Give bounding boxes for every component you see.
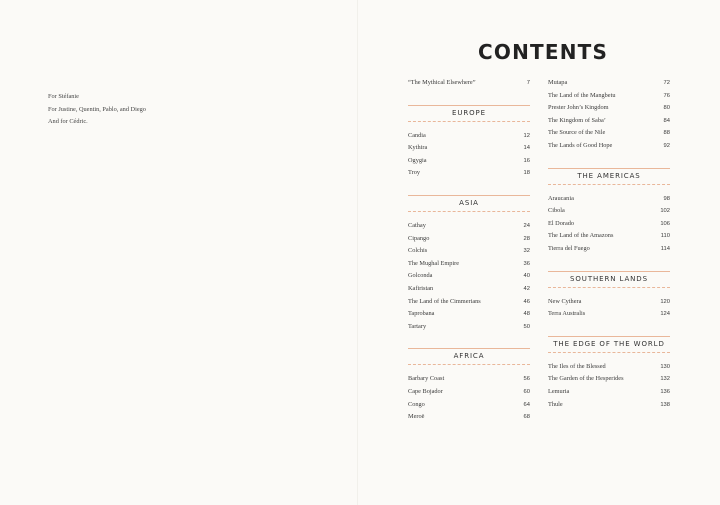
section-heading-americas: [548, 163, 670, 187]
section-heading-label: SOUTHERN LANDS: [570, 274, 648, 283]
toc-entry-page: 12: [523, 132, 530, 139]
toc-entry-label: The Garden of the Hesperides: [548, 375, 624, 383]
toc-entry-label: Tartary: [408, 322, 427, 330]
toc-entry-label: The Mughal Empire: [408, 259, 460, 267]
toc-entry-label: Mutapa: [548, 79, 568, 86]
toc-entry[interactable]: [548, 373, 670, 386]
toc-entry-page: 102: [660, 208, 670, 215]
toc-entry-page: 14: [523, 145, 530, 152]
contents-title: CONTENTS: [478, 40, 609, 64]
dedication: [48, 91, 146, 129]
toc-entry-label: Meroë: [408, 413, 425, 421]
dedication-line: For Justine, Quentin, Pablo, and Diego: [48, 105, 146, 113]
toc-entry[interactable]: [408, 167, 530, 180]
section-heading-southern-lands: [548, 266, 670, 290]
toc-entry[interactable]: [408, 321, 530, 334]
toc-entry[interactable]: [548, 193, 670, 206]
toc-column-right: [548, 77, 670, 411]
page-gutter: [357, 0, 358, 505]
toc-entry[interactable]: [548, 399, 670, 412]
toc-entry-label: Colchis: [408, 247, 428, 255]
toc-entry-page: 110: [660, 233, 670, 240]
toc-entry-label: Troy: [408, 169, 421, 177]
toc-entry[interactable]: [408, 142, 530, 155]
toc-entry[interactable]: [548, 230, 670, 243]
toc-entry[interactable]: [408, 155, 530, 168]
toc-entry[interactable]: [408, 296, 530, 309]
toc-entry-label: Kythira: [408, 144, 428, 152]
toc-entry-page: 106: [660, 220, 670, 227]
toc-entry-page: 124: [660, 311, 670, 318]
toc-entry-page: 76: [663, 92, 670, 99]
toc-entry[interactable]: [548, 386, 670, 399]
toc-entry[interactable]: [408, 399, 530, 412]
toc-entry-label: New Cythera: [548, 297, 582, 305]
toc-entry-label: Prester John’s Kingdom: [548, 104, 609, 112]
toc-entry-page: 60: [523, 388, 530, 395]
toc-entry[interactable]: [548, 90, 670, 103]
toc-entry[interactable]: [408, 258, 530, 271]
dedication-line: And for Cédric.: [48, 118, 88, 126]
toc-entry-page: 24: [523, 222, 530, 229]
toc-entry-page: 18: [523, 170, 530, 177]
toc-entry[interactable]: [548, 115, 670, 128]
toc-entry-label: Cape Bojador: [408, 387, 443, 395]
toc-entry[interactable]: [408, 308, 530, 321]
toc-entry-page: 7: [526, 80, 530, 86]
toc-entry-page: 72: [663, 80, 670, 86]
toc-entry-label: Tierra del Fuego: [548, 244, 590, 252]
section-heading-label: THE AMERICAS: [577, 171, 641, 180]
toc-entry-page: 36: [523, 260, 530, 267]
toc-entry[interactable]: [548, 77, 670, 90]
toc-entry-label: El Dorado: [548, 219, 575, 227]
toc-entry[interactable]: [408, 220, 530, 233]
section-heading-asia: [408, 190, 530, 214]
toc-entry[interactable]: [548, 218, 670, 231]
toc-entry[interactable]: [548, 361, 670, 374]
toc-entry-page: 16: [523, 157, 530, 164]
toc-entry-label: Thule: [548, 400, 563, 408]
toc-entry[interactable]: [548, 127, 670, 140]
section-heading-edge-of-the-world: [548, 331, 670, 355]
toc-entry-label: The Kingdom of Saba’: [548, 116, 606, 124]
toc-entry-page: 84: [663, 117, 670, 124]
toc-entry-page: 98: [663, 195, 670, 202]
toc-entry[interactable]: [408, 270, 530, 283]
toc-entry[interactable]: [548, 308, 670, 321]
toc-entry-label: Barbary Coast: [408, 375, 445, 383]
toc-entry[interactable]: [408, 233, 530, 246]
toc-entry-label: Candia: [408, 131, 426, 139]
section-heading-africa: [408, 343, 530, 367]
toc-entry-label: The Land of the Cimmerians: [408, 297, 481, 305]
toc-entry[interactable]: [548, 243, 670, 256]
toc-entry[interactable]: [408, 77, 530, 90]
toc-entry[interactable]: [408, 130, 530, 143]
toc-entry-label: Lemuria: [548, 387, 570, 395]
toc-entry-label: Cibola: [548, 207, 565, 215]
toc-entry-page: 32: [523, 248, 530, 255]
toc-entry-label: Cipango: [408, 234, 430, 242]
toc-entry-page: 88: [663, 130, 670, 137]
toc-entry[interactable]: [408, 373, 530, 386]
toc-entry[interactable]: [408, 411, 530, 424]
toc-entry[interactable]: [548, 140, 670, 153]
toc-entry-page: 50: [523, 323, 530, 330]
toc-entry-page: 114: [660, 245, 670, 252]
section-heading-europe: [408, 100, 530, 124]
toc-entry[interactable]: [548, 296, 670, 309]
toc-entry-page: 42: [523, 285, 530, 292]
toc-entry-page: 64: [523, 401, 530, 408]
toc-entry[interactable]: [408, 283, 530, 296]
toc-entry[interactable]: [408, 245, 530, 258]
toc-entry-label: The Land of the Amazons: [548, 232, 614, 240]
toc-column-left: [408, 77, 530, 424]
toc-entry-page: 138: [660, 401, 670, 408]
toc-entry-label: The Land of the Mangbetu: [548, 91, 616, 99]
toc-entry-label: Cathay: [408, 221, 426, 229]
toc-entry-page: 40: [523, 273, 530, 280]
section-heading-label: AFRICA: [453, 352, 485, 361]
section-heading-label: EUROPE: [452, 108, 486, 117]
toc-entry-page: 132: [660, 376, 670, 383]
section-heading-label: THE EDGE OF THE WORLD: [553, 339, 665, 348]
toc-entry-label: Taprobana: [408, 310, 435, 318]
toc-entry-page: 120: [660, 298, 670, 305]
toc-entry-page: 68: [523, 414, 530, 421]
toc-entry-label: Araucania: [548, 194, 574, 202]
toc-entry-label: The Lands of Good Hope: [548, 141, 613, 149]
toc-entry-label: “The Mythical Elsewhere”: [408, 79, 476, 86]
toc-entry-label: Kafiristan: [408, 284, 434, 292]
toc-entry-page: 28: [523, 235, 530, 242]
toc-entry-label: Golconda: [408, 272, 433, 280]
toc-entry-page: 46: [523, 298, 530, 305]
toc-entry-label: Congo: [408, 400, 425, 408]
toc-entry-page: 130: [660, 363, 670, 370]
toc-entry-page: 92: [663, 142, 670, 149]
dedication-line: For Stéfanie: [48, 93, 79, 100]
toc-entry-label: The Iles of the Blessed: [548, 362, 606, 370]
toc-entry[interactable]: [408, 386, 530, 399]
toc-entry-page: 136: [660, 388, 670, 395]
toc-entry-page: 80: [663, 105, 670, 112]
section-heading-label: ASIA: [459, 198, 479, 207]
toc-entry-label: Terra Australis: [548, 310, 586, 318]
toc-entry-page: 48: [523, 311, 530, 318]
toc-entry-label: Ogygia: [408, 156, 427, 164]
toc-entry-page: 56: [523, 376, 530, 383]
toc-entry[interactable]: [548, 102, 670, 115]
toc-entry[interactable]: [548, 205, 670, 218]
toc-entry-label: The Source of the Nile: [548, 129, 606, 137]
